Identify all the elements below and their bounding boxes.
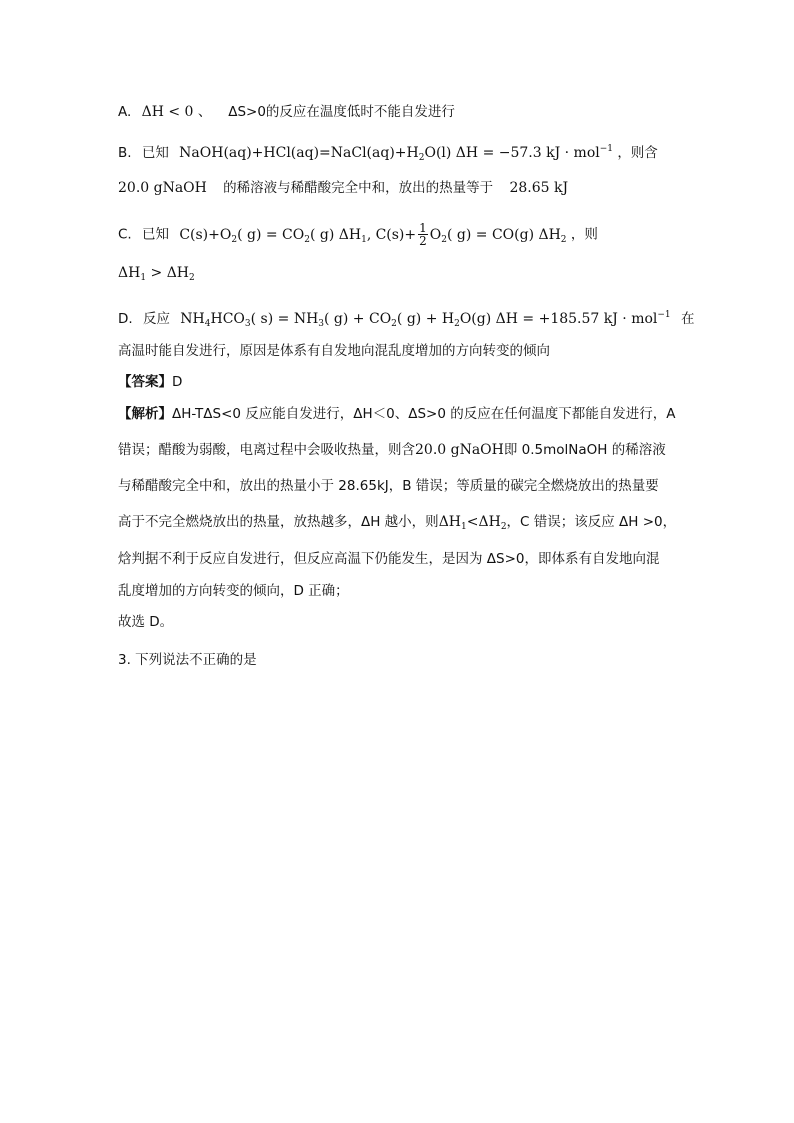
analysis-line-4: 高于不完全燃烧放出的热量，放热越多，ΔH 越小，则$\Delta H_1<\Delta H_2$，C 错误；该反应 ΔH >0， bbox=[118, 514, 677, 532]
option-a: A. ΔH < 0 、 ΔS>0的反应在温度低时不能自发进行 bbox=[118, 104, 455, 120]
analysis-line-6: 乱度增加的方向转变的倾向，D 正确； bbox=[118, 583, 349, 599]
analysis-line-2: 错误；醋酸为弱酸，电离过程中会吸收热量，则含20.0 gNaOH即 0.5molNaOH 的稀溶液 bbox=[118, 442, 666, 458]
option-b-cont: 20.0 gNaOH 的稀溶液与稀醋酸完全中和，放出的热量等于 28.65 kJ bbox=[118, 180, 569, 196]
option-d-cont: 高温时能自发进行，原因是体系有自发地向混乱度增加的方向转变的倾向 bbox=[118, 343, 550, 359]
conclusion-line: 故选 D。 bbox=[118, 614, 174, 630]
answer-line: 【答案】D bbox=[118, 374, 183, 390]
option-c: C. 已知 $C(s)+O_2$( $g) = CO_2$( g) $\Delta H_1$, C(s)+ $\frac{1}{2}$ $O_2$( g) = CO(g) $\Delta H_2$ ，则 bbox=[118, 221, 598, 248]
equation-c2: C(s)+ $\frac{1}{2}$ $O_2$( g) = CO(g) $\Delta H_2$ bbox=[375, 221, 567, 248]
analysis-line-1: 【解析】ΔH-TΔS<0 反应能自发进行，ΔH＜0、ΔS>0 的反应在任何温度下都能自发进行，A bbox=[118, 406, 676, 422]
analysis-line-5: 焓判据不利于反应自发进行，但反应高温下仍能发生，是因为 ΔS>0，即体系有自发地向混 bbox=[118, 551, 660, 567]
equation-b: $NaOH(aq)+HCl(aq)=NaCl(aq)+H_2O(l) \Delta H = -57.3$ kJ · mol$^{-1}$ bbox=[179, 144, 614, 163]
analysis-line-3: 与稀醋酸完全中和，放出的热量小于 28.65kJ，B 错误；等质量的碳完全燃烧放出的热量要 bbox=[118, 478, 659, 494]
option-b: B. 已知 $NaOH(aq)+HCl(aq)=NaCl(aq)+H_2O(l) \Delta H = -57.3$ kJ · mol$^{-1}$ ，则含 bbox=[118, 144, 658, 163]
question-3-title: 3. 下列说法不正确的是 bbox=[118, 652, 257, 668]
option-d: D. 反应 $NH_4HCO_3$( $s) = NH_3$( $g) + CO_2$( $g) + H_2O(g) \Delta H = +185.57$ kJ · mol$^{-1}$ 在 bbox=[118, 310, 695, 329]
equation-d: $NH_4HCO_3$( $s) = NH_3$( $g) + CO_2$( $g) + H_2O(g) \Delta H = +185.57$ kJ · mol$^{-1}$ bbox=[180, 310, 671, 329]
option-c-cont: $\Delta H_1 > \Delta H_2$ bbox=[118, 265, 195, 283]
fraction-one-half: $\frac{1}{2}$ bbox=[419, 221, 427, 248]
equation-c1: $C(s)+O_2$( $g) = CO_2$( g) $\Delta H_1$, bbox=[179, 226, 372, 245]
